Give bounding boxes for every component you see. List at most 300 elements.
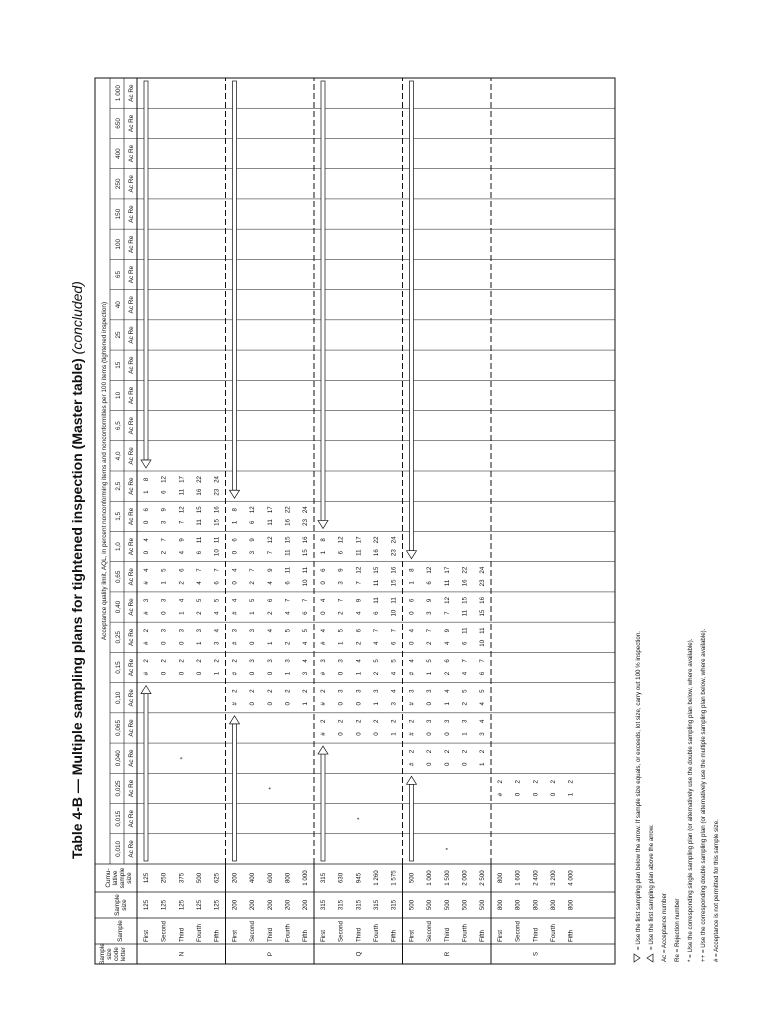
ac-value: 6 <box>461 641 469 646</box>
re-value: 11 <box>479 627 487 634</box>
ac-value: 10 <box>390 609 398 617</box>
re-value: 4 <box>178 598 186 603</box>
sample-stage: Fifth <box>213 929 221 942</box>
ac-value: 0 <box>195 671 203 676</box>
ac-value: 10 <box>302 579 310 587</box>
ac-value: 4 <box>461 671 469 676</box>
re-value: 12 <box>426 566 434 574</box>
ac-value: # <box>142 611 150 615</box>
ac-value: 6 <box>213 581 221 585</box>
re-value: 11 <box>372 597 380 604</box>
ac-value: 4 <box>479 702 487 706</box>
ac-value: 11 <box>266 519 274 526</box>
legend-item: ++ = Use the corresponding double sampling plan (or alternatively use the multiple sampling plan below, where available). <box>700 628 707 962</box>
ac-value: 0 <box>532 792 540 797</box>
ac-re-label: Ac Re <box>128 235 135 253</box>
ac-re-label: Ac Re <box>128 568 135 586</box>
single-plan-marker: * <box>179 756 187 760</box>
cumulative-size: 800 <box>284 872 292 884</box>
re-value: 5 <box>479 689 487 693</box>
re-value: 6 <box>319 568 327 572</box>
ac-value: 7 <box>443 611 451 615</box>
re-value: 11 <box>461 627 469 634</box>
code-letter: P <box>266 951 274 957</box>
re-value: 17 <box>443 566 451 574</box>
aql-value: 40 <box>115 301 122 309</box>
ac-value: 11 <box>284 549 292 556</box>
ac-value: 11 <box>461 609 469 617</box>
ac-value: 3 <box>160 520 168 525</box>
ac-value: 1 <box>567 792 575 797</box>
ac-value: 0 <box>142 520 150 525</box>
ac-value: 0 <box>408 641 416 646</box>
legend-item: Ac = Acceptance number <box>661 893 668 962</box>
aql-value: 4,0 <box>115 451 122 461</box>
re-value: 2 <box>142 659 150 663</box>
ac-value: # <box>408 762 416 766</box>
cumulative-size-header: lative <box>112 870 119 886</box>
re-value: 4 <box>231 568 239 572</box>
ac-value: 3 <box>249 550 257 555</box>
cumulative-size: 125 <box>142 872 150 884</box>
sample-stage: Second <box>426 921 434 942</box>
sample-stage: Fifth <box>302 929 310 942</box>
ac-value: 1 <box>337 641 345 646</box>
re-value: 11 <box>390 597 398 604</box>
re-value: 22 <box>284 506 292 514</box>
re-value: 7 <box>249 568 257 572</box>
re-value: 5 <box>195 598 203 603</box>
cumulative-size: 250 <box>160 872 168 884</box>
single-plan-marker: * <box>356 817 364 820</box>
sample-stage: Second <box>514 921 522 942</box>
cumulative-size: 315 <box>319 872 327 884</box>
aql-value: 0,040 <box>115 750 122 767</box>
arrow-up-icon <box>647 954 653 962</box>
re-value: 3 <box>231 628 239 633</box>
aql-value: 1,0 <box>115 542 122 552</box>
re-value: 2 <box>426 749 434 754</box>
aql-value: 0,65 <box>115 570 122 584</box>
sample-stage: First <box>496 929 504 942</box>
aql-value: 15 <box>115 361 122 369</box>
re-value: 9 <box>337 568 345 572</box>
re-value: 12 <box>355 566 363 574</box>
aql-caption: Acceptance quality limit, AQL, in percent nonconforming items and nonconformities per 100 items (tightened inspection) <box>101 301 108 641</box>
re-value: 24 <box>302 506 310 514</box>
ac-value: 0 <box>337 702 345 706</box>
ac-value: # <box>231 671 239 676</box>
re-value: 9 <box>355 598 363 603</box>
ac-re-label: Ac Re <box>128 658 135 677</box>
re-value: 12 <box>160 476 168 483</box>
re-value: 7 <box>372 628 380 633</box>
re-value: 3 <box>426 719 434 724</box>
re-value: 6 <box>178 568 186 572</box>
ac-re-label: Ac Re <box>128 416 135 435</box>
ac-value: # <box>408 671 416 676</box>
ac-re-label: Ac Re <box>128 779 135 798</box>
re-value: 12 <box>249 506 257 514</box>
cumulative-size: 1 000 <box>302 870 310 886</box>
sample-size: 200 <box>302 899 310 911</box>
re-value: 7 <box>195 568 203 572</box>
ac-value: 15 <box>390 579 398 587</box>
re-value: 17 <box>355 536 363 544</box>
sample-stage: Second <box>337 921 345 942</box>
re-value: 3 <box>443 719 451 724</box>
ac-value: 1 <box>443 702 451 706</box>
ac-value: 15 <box>479 609 487 617</box>
ac-value: 0 <box>266 671 274 676</box>
legend-item: Re = Rejection number <box>674 898 681 962</box>
ac-re-label: Ac Re <box>128 477 135 495</box>
re-value: 5 <box>426 659 434 663</box>
cumulative-size: 1 575 <box>390 870 398 886</box>
ac-value: 0 <box>355 732 363 736</box>
cumulative-size: 630 <box>337 872 345 884</box>
ac-value: 0 <box>549 792 557 797</box>
re-value: 2 <box>443 749 451 754</box>
single-plan-marker: * <box>444 847 452 851</box>
re-value: 3 <box>426 689 434 693</box>
sample-stage: Fourth <box>461 924 469 942</box>
sample-size: 315 <box>319 899 327 911</box>
ac-value: # <box>408 732 416 736</box>
aql-value: 0,15 <box>115 661 122 674</box>
sample-stage: Fourth <box>284 924 292 942</box>
ac-value: 4 <box>195 581 203 585</box>
re-value: 2 <box>390 719 398 724</box>
ac-value: 1 <box>284 671 292 676</box>
ac-re-label: Ac Re <box>128 386 135 405</box>
table-frame <box>95 78 615 964</box>
aql-value: 6,5 <box>115 421 122 431</box>
re-value: 9 <box>443 628 451 633</box>
ac-value: 23 <box>302 518 310 526</box>
ac-value: 2 <box>195 611 203 615</box>
sample-size: 200 <box>249 899 257 911</box>
re-value: 7 <box>337 598 345 603</box>
ac-re-label: Ac Re <box>128 628 135 646</box>
ac-re-label: Ac Re <box>128 598 135 616</box>
ac-value: 0 <box>160 671 168 676</box>
re-value: 22 <box>461 566 469 574</box>
sample-size: 200 <box>231 899 239 911</box>
sample-size-header: size <box>121 899 128 911</box>
arrow-down-icon <box>634 954 640 962</box>
ac-value: # <box>319 671 327 676</box>
re-value: 2 <box>461 749 469 754</box>
ac-value: 0 <box>443 732 451 736</box>
re-value: 7 <box>426 628 434 633</box>
re-value: 4 <box>408 659 416 663</box>
re-value: 3 <box>355 689 363 693</box>
aql-value: 65 <box>115 270 122 279</box>
sample-size: 315 <box>337 899 345 911</box>
re-value: 2 <box>372 719 380 724</box>
re-value: 8 <box>319 538 327 542</box>
code-letter-header: code <box>113 947 120 961</box>
ac-value: # <box>231 702 239 706</box>
ac-value: 1 <box>213 671 221 676</box>
re-value: 5 <box>284 628 292 633</box>
code-letter-header: letter <box>120 946 127 962</box>
re-value: 7 <box>390 628 398 633</box>
re-value: 2 <box>231 689 239 693</box>
re-value: 2 <box>337 719 345 724</box>
sample-stage: Second <box>249 921 257 942</box>
sample-stage: Third <box>266 927 274 942</box>
re-value: 15 <box>284 536 292 544</box>
cumulative-size: 800 <box>496 872 504 884</box>
aql-value: 1 000 <box>115 85 122 102</box>
ac-value: 4 <box>443 641 451 646</box>
re-value: 3 <box>337 659 345 663</box>
ac-value: 0 <box>249 641 257 646</box>
ac-value: 6 <box>160 490 168 494</box>
re-value: 12 <box>178 506 186 514</box>
cumulative-size: 500 <box>195 872 203 884</box>
cumulative-size: 1 500 <box>443 870 451 886</box>
re-value: 3 <box>160 628 168 633</box>
re-value: 4 <box>443 689 451 693</box>
ac-re-label: Ac Re <box>128 175 135 193</box>
re-value: 2 <box>514 780 522 784</box>
cumulative-size: 200 <box>231 872 239 884</box>
aql-value: 400 <box>115 148 122 159</box>
ac-value: 11 <box>178 488 186 496</box>
sample-size: 500 <box>479 899 487 911</box>
re-value: 3 <box>160 598 168 603</box>
ac-re-label: Ac Re <box>128 689 135 707</box>
re-value: 7 <box>302 598 310 603</box>
ac-value: 16 <box>195 488 203 496</box>
ac-value: # <box>142 581 150 585</box>
re-value: 24 <box>213 476 221 483</box>
re-value: 2 <box>549 780 557 784</box>
ac-value: 11 <box>443 579 451 587</box>
legend <box>634 628 720 962</box>
ac-value: 3 <box>479 732 487 736</box>
sample-stage: Third <box>443 927 451 942</box>
ac-value: 3 <box>390 702 398 706</box>
ac-value: 0 <box>426 702 434 706</box>
ac-value: 0 <box>231 550 239 555</box>
sample-size-header: Sample <box>114 894 121 916</box>
ac-value: 6 <box>479 671 487 676</box>
aql-value: 0,065 <box>115 719 122 736</box>
re-value: 6 <box>142 507 150 512</box>
cumulative-size: 945 <box>355 872 363 884</box>
legend-item: * = Use the corresponding single sampling plan (or alternatively use the double sampling plan below, where available). <box>687 638 694 962</box>
table-title: Table 4-B — Multiple sampling plans for tightened inspection (Master table)(concluded) <box>69 281 85 859</box>
re-value: 2 <box>319 689 327 693</box>
legend-item: # = Acceptance is not permitted for this sample size. <box>713 819 720 962</box>
ac-value: 1 <box>302 702 310 706</box>
re-value: 3 <box>372 689 380 693</box>
sample-stage: Fifth <box>567 929 575 942</box>
aql-value: 10 <box>115 391 122 399</box>
re-value: 16 <box>479 596 487 604</box>
ac-value: 11 <box>355 549 363 556</box>
aql-value: 250 <box>115 178 122 190</box>
sample-stage: First <box>142 929 150 942</box>
re-value: 3 <box>319 659 327 663</box>
aql-value: 100 <box>115 238 122 250</box>
sample-stage: Third <box>355 927 363 942</box>
ac-value: 1 <box>142 490 150 494</box>
arrow-down-icon <box>230 716 240 861</box>
cumulative-size: 3 200 <box>549 870 557 886</box>
re-value: 6 <box>408 598 416 603</box>
re-value: 8 <box>408 568 416 572</box>
code-letter-header: Sample <box>99 943 106 965</box>
sample-size: 500 <box>408 899 416 911</box>
legend-item: = Use the first sampling plan below the arrow. If sample size equals, or exceeds, lot size, carry out 100 % inspection. <box>635 631 642 950</box>
sample-size: 800 <box>549 899 557 911</box>
sample-size: 315 <box>372 899 380 911</box>
re-value: 2 <box>142 628 150 633</box>
re-value: 7 <box>284 598 292 603</box>
re-value: 4 <box>479 719 487 724</box>
sample-stage: Third <box>178 927 186 942</box>
re-value: 15 <box>461 596 469 604</box>
aql-value: 0,10 <box>115 691 122 704</box>
re-value: 11 <box>302 566 310 574</box>
aql-value: 650 <box>115 118 122 129</box>
ac-value: 1 <box>372 702 380 706</box>
re-value: 3 <box>266 659 274 663</box>
ac-value: 0 <box>461 762 469 766</box>
cumulative-size: 2 400 <box>532 870 540 886</box>
arrow-up-icon <box>141 81 151 468</box>
code-letter: S <box>532 951 540 957</box>
legend-item: = Use the first sampling plan above the arrow. <box>648 824 655 950</box>
ac-value: 0 <box>514 792 522 797</box>
aql-value: 0,015 <box>115 810 122 827</box>
cumulative-size: 1 000 <box>426 870 434 886</box>
ac-re-label: Ac Re <box>128 507 135 526</box>
ac-re-label: Ac Re <box>128 144 135 163</box>
ac-value: 3 <box>426 611 434 615</box>
cumulative-size: 500 <box>408 872 416 884</box>
re-value: 4 <box>408 628 416 633</box>
re-value: 3 <box>178 628 186 633</box>
ac-value: 0 <box>408 611 416 615</box>
cumulative-size: 1 600 <box>514 870 522 886</box>
aql-value: 25 <box>115 331 122 339</box>
sample-stage: Third <box>532 927 540 942</box>
ac-value: 0 <box>355 702 363 706</box>
re-value: 2 <box>479 749 487 754</box>
ac-value: 2 <box>337 611 345 615</box>
aql-value: 0,025 <box>115 780 122 797</box>
re-value: 2 <box>195 659 203 663</box>
re-value: 2 <box>567 780 575 784</box>
ac-value: 6 <box>337 550 345 555</box>
ac-value: 0 <box>426 762 434 766</box>
aql-value: 1,5 <box>115 511 122 521</box>
ac-value: 1 <box>178 611 186 615</box>
ac-value: 4 <box>266 581 274 585</box>
sample-size: 125 <box>213 899 221 911</box>
ac-value: 11 <box>372 579 380 587</box>
ac-value: 1 <box>266 641 274 646</box>
ac-value: 1 <box>319 550 327 555</box>
re-value: 2 <box>231 659 239 663</box>
ac-value: 2 <box>266 611 274 615</box>
ac-value: 0 <box>160 641 168 646</box>
sample-stage: Fifth <box>479 929 487 942</box>
re-value: 4 <box>142 538 150 542</box>
ac-value: 1 <box>231 520 239 525</box>
re-value: 7 <box>461 659 469 663</box>
sample-size: 500 <box>426 899 434 911</box>
ac-value: 23 <box>213 488 221 496</box>
ac-value: 7 <box>266 550 274 555</box>
sample-size: 800 <box>496 899 504 911</box>
re-value: 4 <box>266 628 274 633</box>
re-value: 3 <box>249 628 257 633</box>
re-value: 22 <box>195 476 203 483</box>
ac-value: 23 <box>479 579 487 587</box>
ac-re-label: Ac Re <box>128 84 135 102</box>
ac-value: 15 <box>302 549 310 557</box>
re-value: 15 <box>372 566 380 574</box>
ac-value: 7 <box>178 520 186 525</box>
ac-value: 16 <box>284 518 292 526</box>
ac-value: 2 <box>426 641 434 646</box>
re-value: 5 <box>390 659 398 663</box>
ac-value: 2 <box>372 671 380 676</box>
ac-value: 3 <box>213 641 221 646</box>
cumulative-size: 625 <box>213 872 221 884</box>
re-value: 16 <box>213 506 221 514</box>
ac-value: 4 <box>178 550 186 555</box>
re-value: 11 <box>213 536 221 544</box>
re-value: 3 <box>284 659 292 663</box>
ac-value: 0 <box>319 611 327 615</box>
re-value: 2 <box>266 689 274 693</box>
re-value: 4 <box>213 628 221 633</box>
arrow-up-icon <box>318 81 328 528</box>
re-value: 17 <box>178 476 186 483</box>
cumulative-size-header: size <box>126 872 133 884</box>
re-value: 9 <box>249 538 257 542</box>
re-value: 7 <box>213 568 221 572</box>
re-value: 2 <box>284 689 292 693</box>
re-value: 3 <box>337 689 345 693</box>
re-value: 4 <box>390 689 398 693</box>
ac-value: 2 <box>461 702 469 706</box>
sample-stage: Fourth <box>372 924 380 942</box>
re-value: 6 <box>231 538 239 542</box>
ac-value: 7 <box>355 581 363 585</box>
sample-stage: First <box>408 929 416 942</box>
sample-size: 200 <box>266 899 274 911</box>
ac-value: 4 <box>355 611 363 615</box>
cumulative-size-header: Cumu- <box>105 868 112 888</box>
sample-size: 125 <box>178 899 186 911</box>
ac-re-label: Ac Re <box>128 537 135 556</box>
ac-value: 1 <box>426 671 434 676</box>
ac-value: 6 <box>372 611 380 615</box>
re-value: 6 <box>443 659 451 663</box>
ac-value: 4 <box>372 641 380 646</box>
re-value: 2 <box>178 659 186 663</box>
re-value: 4 <box>142 568 150 572</box>
